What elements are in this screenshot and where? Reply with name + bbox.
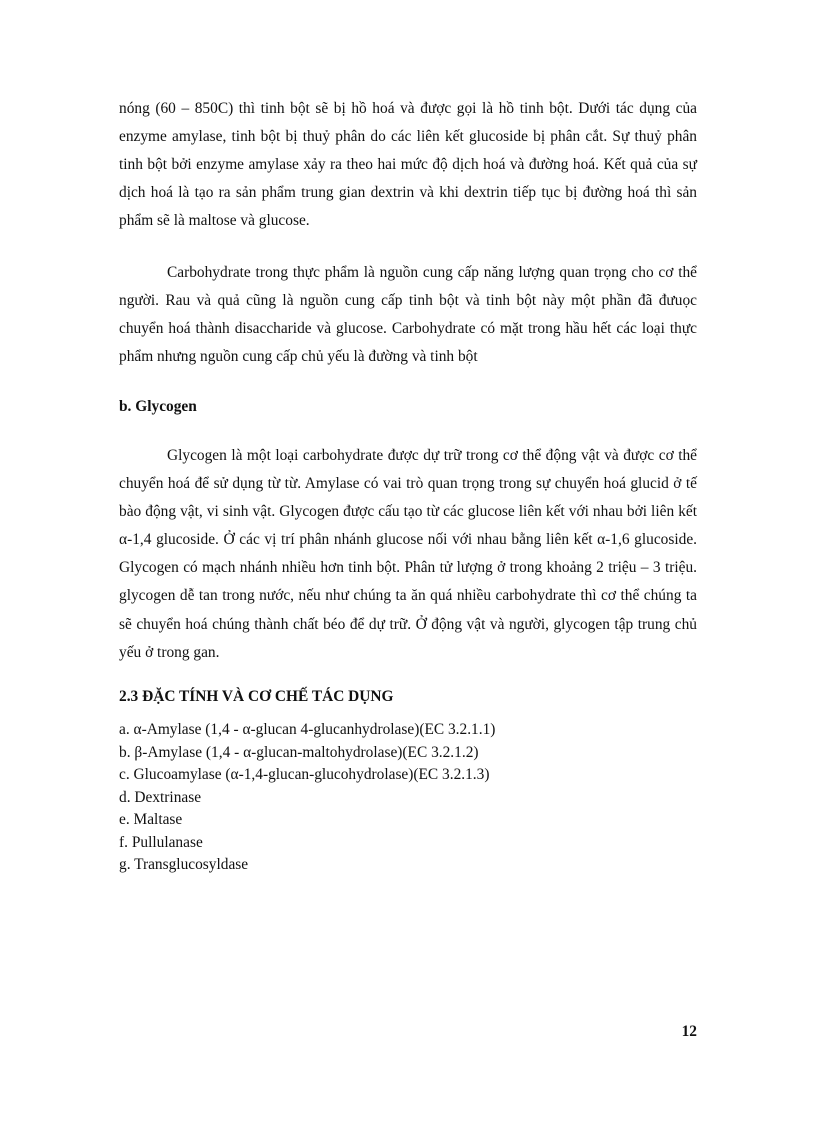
enzyme-list-item: d. Dextrinase: [119, 788, 202, 806]
enzyme-list-item: b. β-Amylase (1,4 - α-glucan-maltohydrolase)(EC 3.2.1.2): [119, 743, 479, 761]
glycogen-heading: b. Glycogen: [119, 398, 197, 415]
carbohydrate-paragraph: Carbohydrate trong thực phẩm là nguồn cung cấp năng lượng quan trọng cho cơ thể người. Rau và quả cũng là nguồn cung cấp tinh bột và tinh bột này một phần đã đưuọc chuyển hoá thành disaccharide và glucose. Carbohydrate có mặt trong hầu hết các loại thực phẩm nhưng nguồn cung cấp chủ yếu là đường và tinh bột: [119, 264, 697, 366]
glycogen-paragraph: Glycogen là một loại carbohydrate được dự trữ trong cơ thể động vật và được cơ thể chuyển hoá để sử dụng từ từ. Amylase có vai trò quan trọng trong sự chuyển hoá glucid ở tế bào động vật, vi sinh vật. Glycogen được cấu tạo từ các glucose liên kết với nhau bởi liên kết α-1,4 glucoside. Ở các vị trí phân nhánh glucose nối với nhau bằng liên kết α-1,6 glucoside. Glycogen có mạch nhánh nhiều hơn tinh bột. Phân tử lượng ở trong khoảng 2 triệu – 3 triệu. glycogen dễ tan trong nước, nếu như chúng ta ăn quá nhiều carbohydrate thì cơ thể chúng ta sẽ chuyển hoá chúng thành chất béo để dự trữ. Ở động vật và người, glycogen tập trung chủ yếu ở trong gan.: [119, 447, 697, 661]
enzyme-list-item: g. Transglucosyldase: [119, 856, 249, 873]
enzyme-list-item: f. Pullulanase: [119, 833, 203, 851]
enzyme-list: [119, 719, 697, 877]
enzyme-list-item: c. Glucoamylase (α-1,4-glucan-glucohydrolase)(EC 3.2.1.3): [119, 766, 490, 783]
enzyme-list-item: e. Maltase: [119, 811, 183, 828]
section-heading: 2.3 ĐẶC TÍNH VÀ CƠ CHẾ TÁC DỤNG: [119, 688, 394, 705]
page-number: 12: [681, 1023, 697, 1040]
intro-paragraph: nóng (60 – 850C) thì tinh bột sẽ bị hồ hoá và được gọi là hồ tinh bột. Dưới tác dụng của enzyme amylase, tinh bột bị thuỷ phân do các liên kết glucoside bị phân cắt. Sự thuỷ phân tinh bột bởi enzyme amylase xảy ra theo hai mức độ dịch hoá và đường hoá. Kết quả của sự dịch hoá là tạo ra sản phẩm trung gian dextrin và khi dextrin tiếp tục bị đường hoá thì sản phẩm sẽ là maltose và glucose.: [119, 100, 697, 230]
enzyme-list-item: a. α-Amylase (1,4 - α-glucan 4-glucanhydrolase)(EC 3.2.1.1): [119, 721, 496, 738]
